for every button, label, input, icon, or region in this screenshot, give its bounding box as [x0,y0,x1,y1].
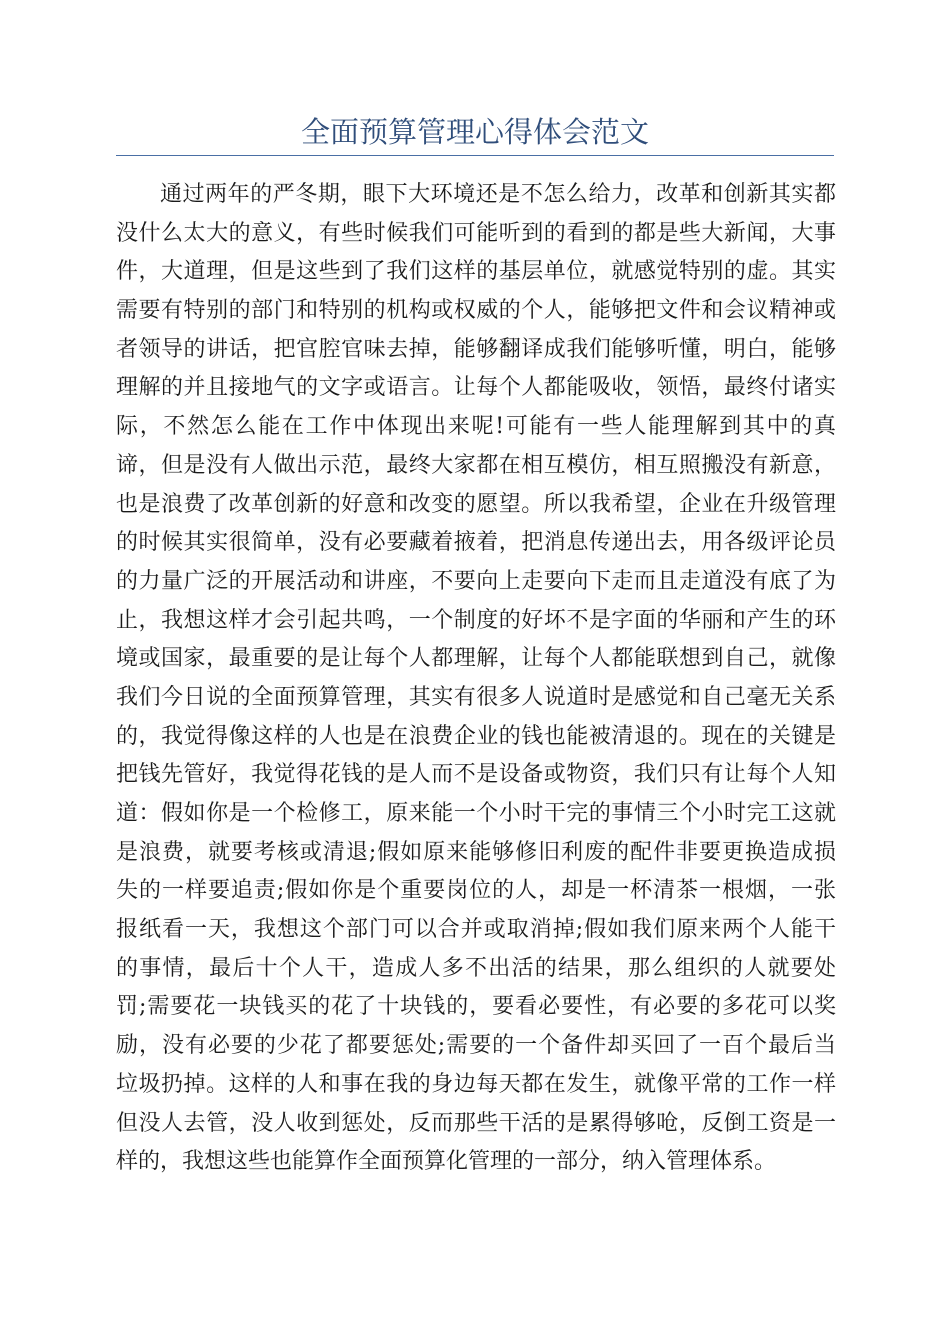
body-line: 也是浪费了改革创新的好意和改变的愿望。所以我希望，企业在升级管理 [116,491,836,517]
body-line: 者领导的讲话，把官腔官味去掉，能够翻译成我们能够听懂，明白，能够 [116,336,836,362]
body-line: 的力量广泛的开展活动和讲座，不要向上走要向下走而且走道没有底了为 [116,568,836,594]
document-title: 全面预算管理心得体会范文 [300,115,649,149]
body-line: 境或国家，最重要的是让每个人都理解，让每个人都能联想到自己，就像 [116,646,836,672]
body-line: 失的一样要追责;假如你是个重要岗位的人，却是一杯清茶一根烟，一张 [116,878,836,904]
body-line: 需要有特别的部门和特别的机构或权威的个人，能够把文件和会议精神或 [116,298,836,324]
body-line: 通过两年的严冬期，眼下大环境还是不怎么给力，改革和创新其实都 [160,182,836,207]
body-line: 样的，我想这些也能算作全面预算化管理的一部分，纳入管理体系。 [116,1149,777,1175]
body-line: 罚;需要花一块钱买的花了十块钱的，要看必要性，有必要的多花可以奖 [116,994,836,1020]
body-line: 我们今日说的全面预算管理，其实有很多人说道时是感觉和自己毫无关系 [116,684,836,710]
body-line: 际，不然怎么能在工作中体现出来呢!可能有一些人能理解到其中的真 [116,414,836,440]
body-line: 励，没有必要的少花了都要惩处;需要的一个备件却买回了一百个最后当 [116,1033,836,1059]
body-line: 理解的并且接地气的文字或语言。让每个人都能吸收，领悟，最终付诸实 [116,375,836,401]
body-line: 件，大道理，但是这些到了我们这样的基层单位，就感觉特别的虚。其实 [116,259,836,285]
body-line: 的时候其实很简单，没有必要藏着掖着，把消息传递出去，用各级评论员 [116,530,836,556]
body-line: 的，我觉得像这样的人也是在浪费企业的钱也能被清退的。现在的关键是 [116,723,836,749]
body-line: 道：假如你是一个检修工，原来能一个小时干完的事情三个小时完工这就 [116,801,836,826]
body-line: 但没人去管，没人收到惩处，反而那些干活的是累得够呛，反倒工资是一 [116,1110,836,1136]
body-line: 报纸看一天，我想这个部门可以合并或取消掉;假如我们原来两个人能干 [116,917,836,943]
body-line: 把钱先管好，我觉得花钱的是人而不是设备或物资，我们只有让每个人知 [116,762,836,788]
body-line: 没什么太大的意义，有些时候我们可能听到的看到的都是些大新闻，大事 [116,220,836,246]
title-underline [116,155,834,156]
body-line: 垃圾扔掉。这样的人和事在我的身边每天都在发生，就像平常的工作一样 [116,1071,836,1097]
body-line: 是浪费，就要考核或清退;假如原来能够修旧利废的配件非要更换造成损 [116,839,836,865]
body-line: 谛，但是没有人做出示范，最终大家都在相互模仿，相互照搬没有新意， [116,452,836,478]
document-body [116,176,836,1182]
body-line: 的事情，最后十个人干，造成人多不出活的结果，那么组织的人就要处 [116,955,836,981]
body-line: 止，我想这样才会引起共鸣，一个制度的好坏不是字面的华丽和产生的环 [116,607,836,633]
